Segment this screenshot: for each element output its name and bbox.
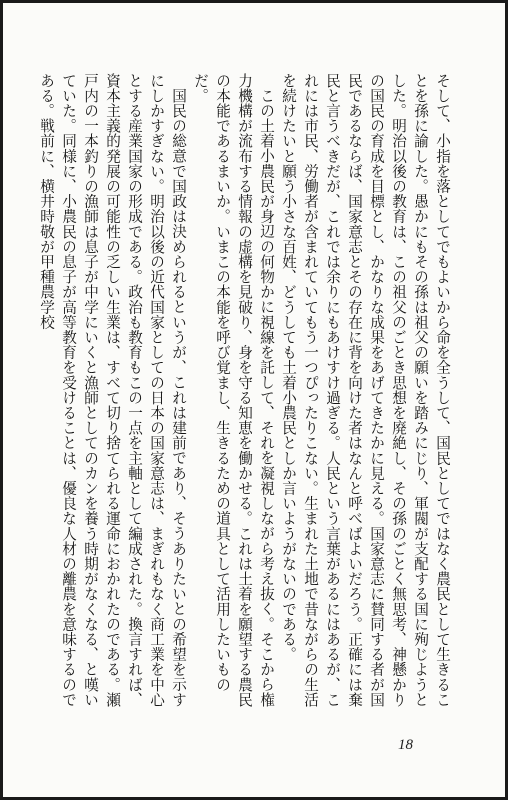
page-number: 18	[398, 737, 413, 753]
paragraph: 国民の総意で国政は決められるというが、これは建前であり、そうありたいとの希望を示すにしかすぎない。明治以後の近代国家としての日本の国家意志は、まぎれもなく商工業を中心とする産業国家の形成である。政治も教育もこの一点を主軸として編成された。換言すれば、資本主義的発展の可能性の乏しい生業は、すべて切り捨てられる運命におかれたのである。瀬戸内の一本釣りの漁師は息子が中学にいくと漁師としてのカンを養う時期がなくなる、と嘆いていた。同様に、小農民の息子が高等教育を受けることは、優良な人材の離農を意味するのである。戦前に、横井時敬が甲種農学校	[38, 73, 187, 708]
paragraph: この土着小農民が身辺の何物かに視線を託して、それを凝視しながら考え抜く。そこから権力機構が流布する情報の虚構を見破り、身を守る知恵を働かせる。これは土着を願望する農民の本能であるまいか。いまこの本能を呼び覚まし、生きるための道具として活用したいものだ。	[192, 73, 275, 708]
body-text	[38, 73, 453, 721]
paragraph: そして、小指を落としてでもよいから命を全うして、国民としてではなく農民として生きることを孫に諭した。愚かにもその孫は祖父の願いを踏みにじり、軍閥が支配する国に殉じようとした。明治以後の教育は、この祖父のごとき思想を廃絶し、その孫のごとく無思考、神懸かりの国民の育成を目標とし、かなりな成果をあげてきたかに見える。国家意志に賛同する者が国民であるならば、国家意志とその存在に背を向けた者はなんと呼べばよいだろう。正確には棄民と言うべきだが、これでは余りにもあけすけ過ぎる。人民という言葉があるにはあるが、これには市民、労働者が含まれていてもう一つぴったりこない。生まれた土地で昔ながらの生活を続けたいと願う小さな百姓、どうしても土着小農民としか言いようがないのである。	[280, 73, 451, 708]
